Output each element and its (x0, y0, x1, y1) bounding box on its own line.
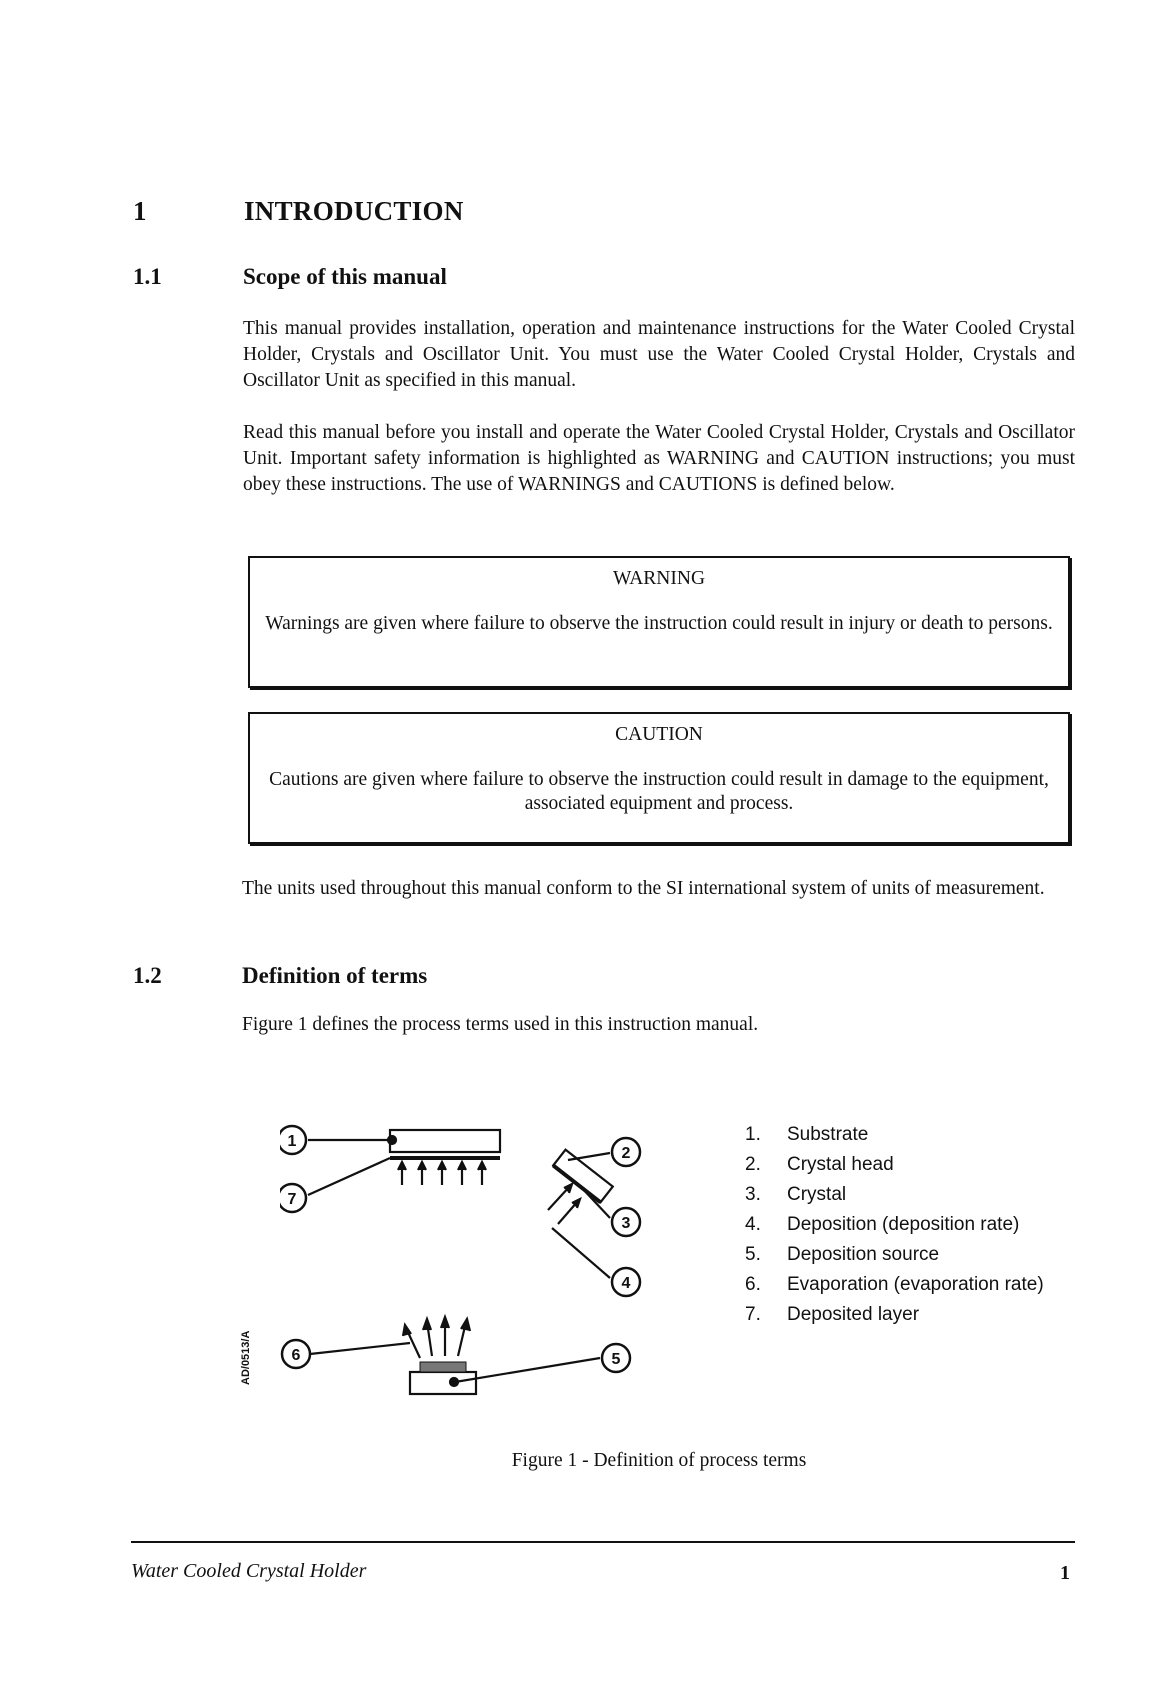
legend-item: 5. Deposition source (745, 1244, 940, 1265)
scope-paragraph-1: This manual provides installation, operation and maintenance instructions for the Water Cooled Crystal Holder, Crystals and Oscillator Unit. You must use the Water Cooled Crystal Holder, Crystals and Oscillator Unit as specified in this manual. (243, 318, 1075, 391)
section-1-1-number: 1.1 (133, 264, 162, 289)
legend-item: 2. Crystal head (745, 1154, 894, 1175)
figure-id: AD/0513/A (240, 1330, 252, 1385)
section-1-1-title: Scope of this manual (243, 264, 447, 289)
substrate-shape (390, 1130, 500, 1152)
warning-box (248, 556, 1070, 688)
callout-4-label: 4 (621, 1275, 631, 1292)
warning-text: Warnings are given where failure to observe the instruction could result in injury or death to persons. (265, 613, 1053, 634)
units-paragraph: The units used throughout this manual conform to the SI international system of units of measurement. (242, 878, 1045, 899)
legend-item: 4. Deposition (deposition rate) (745, 1214, 1020, 1235)
warning-title: WARNING (612, 568, 706, 589)
section-1-number: 1 (133, 196, 147, 226)
callout-3-label: 3 (621, 1215, 631, 1232)
evaporation-arrows (403, 1317, 470, 1358)
process-terms-diagram (280, 1100, 700, 1400)
figure-legend (745, 1120, 1075, 1340)
legend-item: 1. Substrate (745, 1124, 869, 1145)
callout-6-label: 6 (291, 1347, 301, 1364)
section-1-title: INTRODUCTION (244, 196, 464, 226)
legend-item: 7. Deposited layer (745, 1304, 920, 1325)
callout-7-label: 7 (287, 1191, 297, 1208)
caution-box (248, 712, 1070, 844)
figure-caption: Figure 1 - Definition of process terms (511, 1450, 807, 1471)
deposition-source-shape (410, 1372, 476, 1394)
footer-rule (131, 1541, 1075, 1543)
caution-title: CAUTION (615, 724, 703, 745)
callout-2-label: 2 (621, 1145, 631, 1162)
crystal-deposition-arrows (548, 1184, 580, 1224)
section-1-2-number: 1.2 (133, 963, 162, 988)
scope-paragraph-2: Read this manual before you install and operate the Water Cooled Crystal Holder, Crystals and Oscillator Unit. Important safety information is highlighted as WARNING and CAUTION instructions; you must obey these instructions. The use of WARNINGS and CAUTIONS is defined below. (243, 422, 1075, 495)
callout-5-label: 5 (611, 1351, 621, 1368)
legend-item: 6. Evaporation (evaporation rate) (745, 1274, 1044, 1295)
terms-paragraph: Figure 1 defines the process terms used in this instruction manual. (242, 1014, 759, 1035)
legend-item: 3. Crystal (745, 1184, 847, 1205)
caution-text: Cautions are given where failure to observe the instruction could result in damage to the equipment, associated equipment and process. (269, 769, 1049, 814)
footer-title: Water Cooled Crystal Holder (131, 1560, 367, 1582)
section-1-2-title: Definition of terms (242, 963, 428, 988)
page-number: 1 (1060, 1562, 1070, 1584)
callout-1-label: 1 (287, 1133, 297, 1150)
deposition-arrows (398, 1162, 486, 1185)
